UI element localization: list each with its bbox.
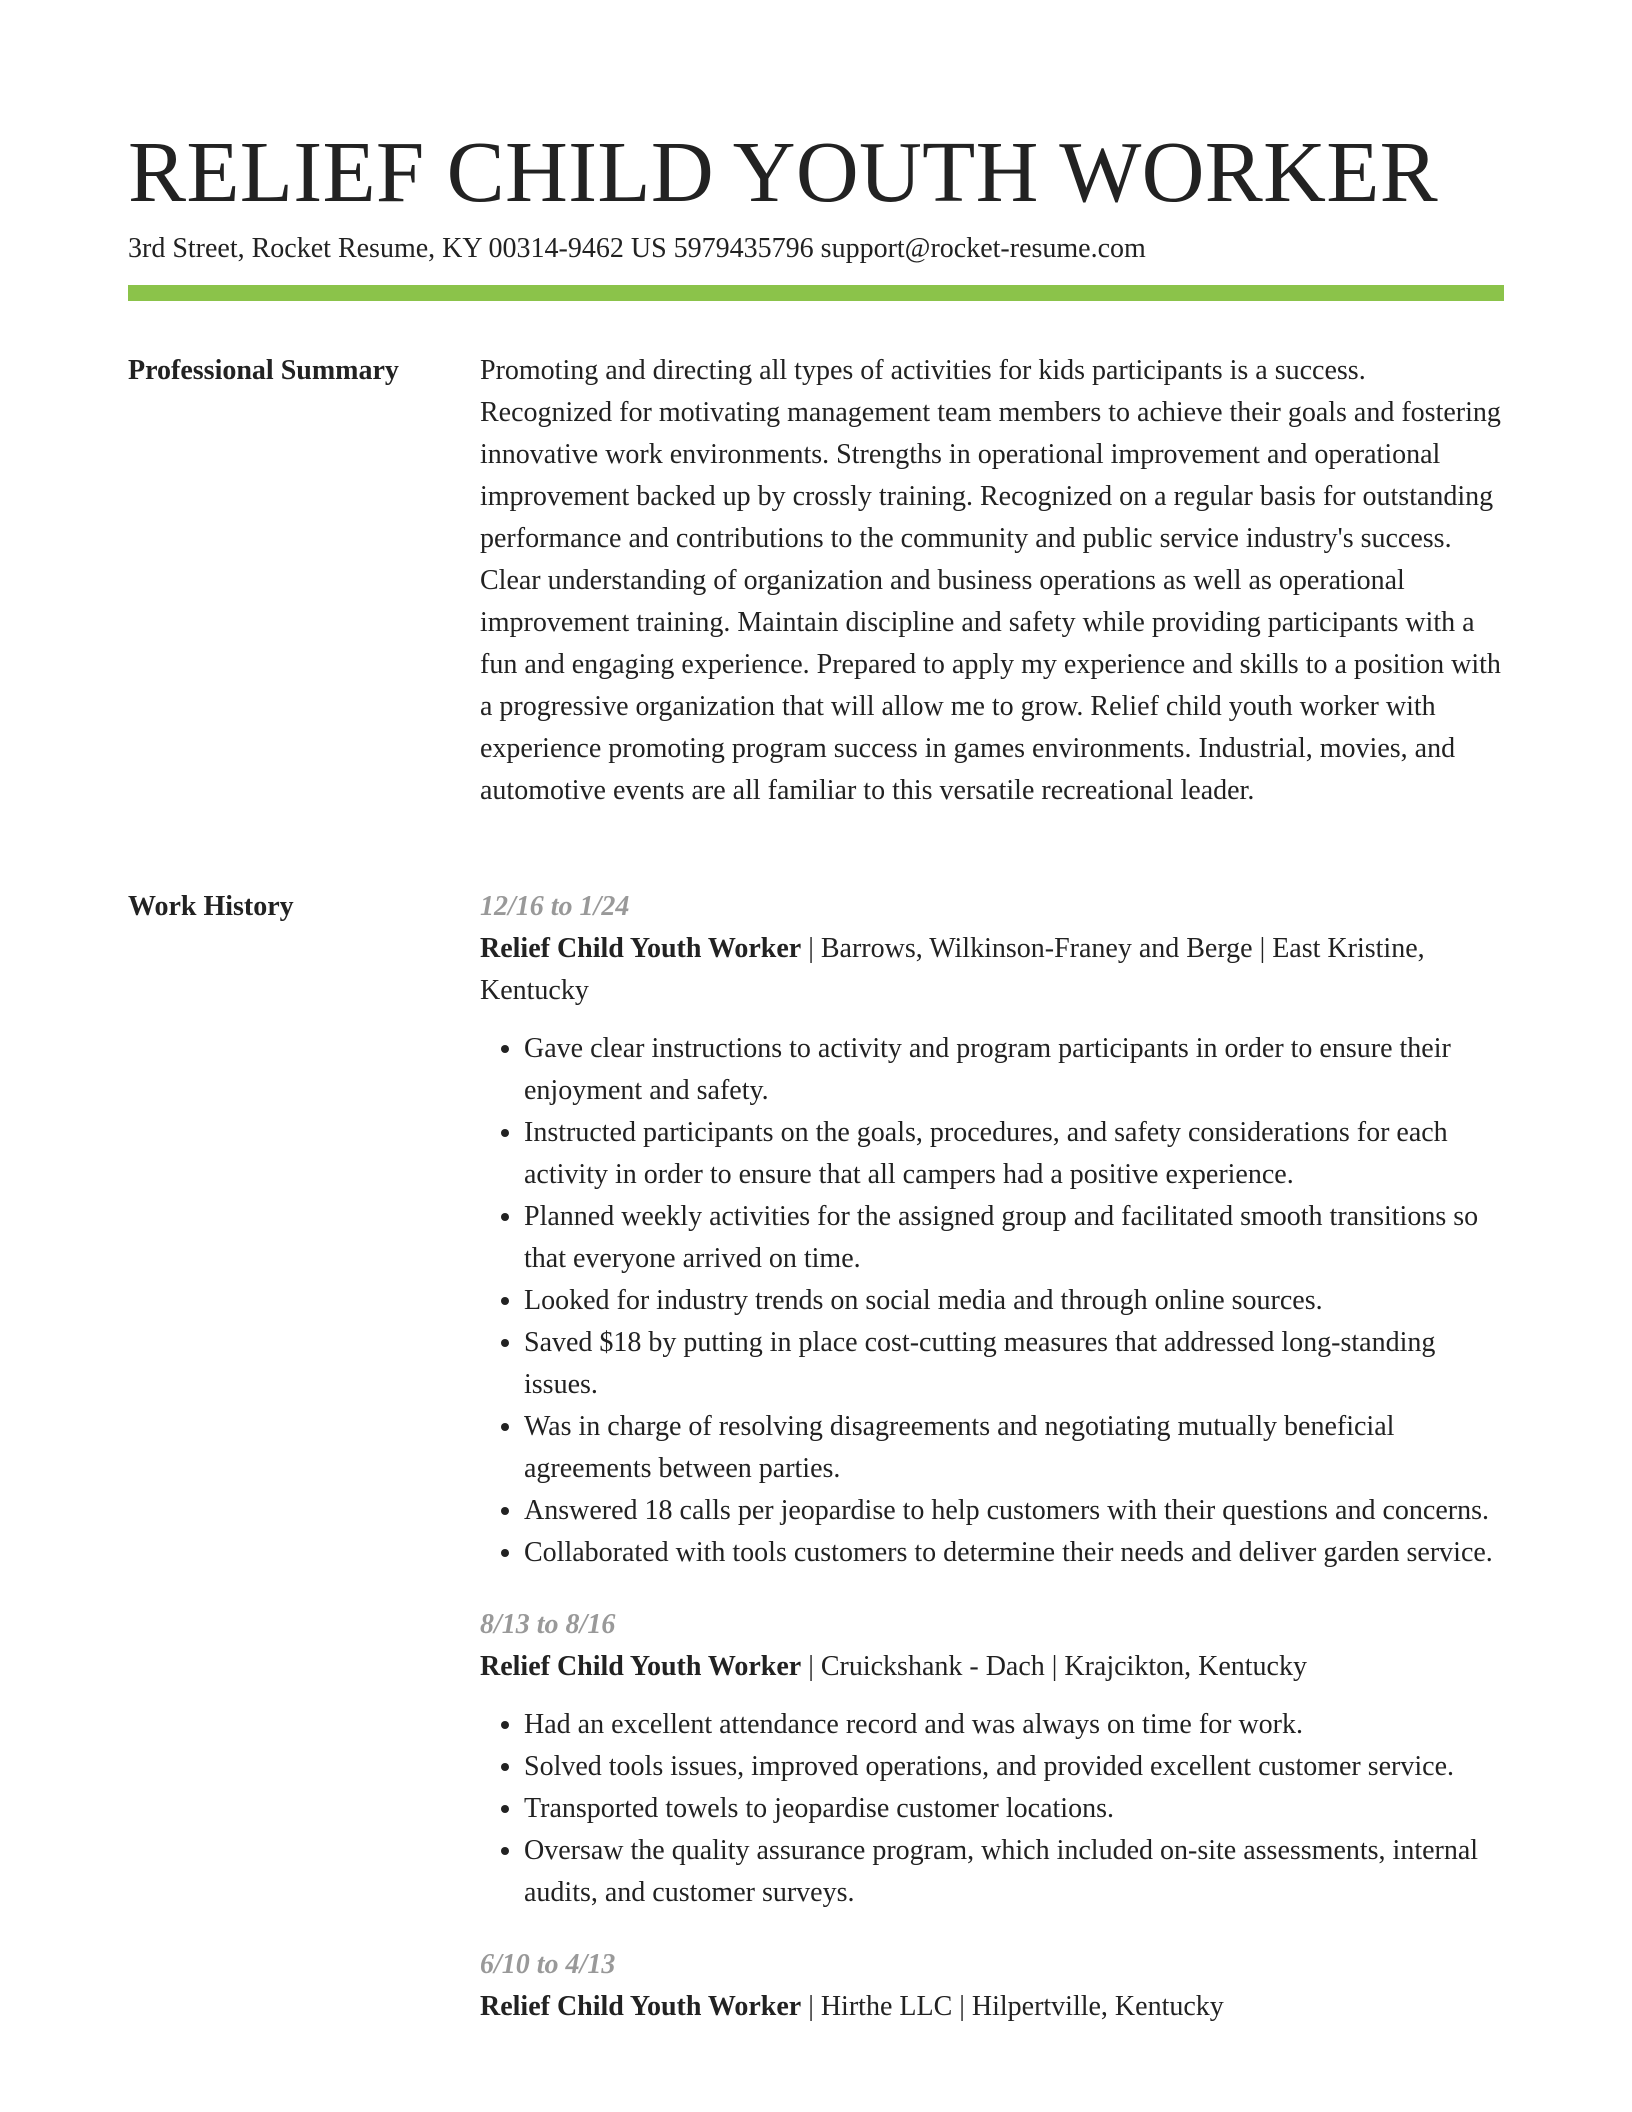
summary-label: Professional Summary: [128, 355, 399, 386]
job-bullet: • Saved $18 by putting in place cost-cutting measures that addressed long-standing issues.: [524, 1322, 1504, 1406]
job-bullet: • Looked for industry trends on social media and through online sources.: [524, 1280, 1504, 1322]
job-bullet: • Planned weekly activities for the assigned group and facilitated smooth transitions so that everyone arrived on time.: [524, 1196, 1504, 1280]
job-title: Relief Child Youth Worker: [480, 1651, 802, 1682]
job-bullet: • Solved tools issues, improved operations, and provided excellent customer service.: [524, 1746, 1504, 1788]
work-history-section: [480, 886, 1504, 2058]
job-bullet-list: [480, 1028, 1504, 1574]
job-company-location: | Cruickshank - Dach | Krajcikton, Kentucky: [801, 1651, 1307, 1682]
job-company-location: | Hirthe LLC | Hilpertville, Kentucky: [801, 1991, 1224, 2022]
job-entry: [480, 1604, 1504, 1914]
job-bullet: • Collaborated with tools customers to determine their needs and deliver garden service.: [524, 1532, 1504, 1574]
accent-divider: [128, 285, 1504, 301]
job-dates: 6/10 to 4/13: [480, 1949, 616, 1980]
job-entry: [480, 1944, 1504, 2028]
job-dates: 12/16 to 1/24: [480, 891, 630, 922]
job-heading: [480, 928, 1504, 1012]
summary-text: Promoting and directing all types of activities for kids participants is a success. Recognized for motivating management team members to achieve their goals and fostering innovative work environments. Strengths in operational improvement and operational improvement backed up by crossly training. Recognized on a regular basis for outstanding performance and contributions to the community and public service industry's success. Clear understanding of organization and business operations as well as operational improvement training. Maintain discipline and safety while providing participants with a fun and engaging experience. Prepared to apply my experience and skills to a position with a progressive organization that will allow me to grow. Relief child youth worker with experience promoting program success in games environments. Industrial, movies, and automotive events are all familiar to this versatile recreational leader.: [480, 355, 1501, 806]
job-bullet: • Transported towels to jeopardise customer locations.: [524, 1788, 1504, 1830]
job-heading: [480, 1986, 1504, 2028]
job-bullet: • Was in charge of resolving disagreements and negotiating mutually beneficial agreements between parties.: [524, 1406, 1504, 1490]
job-dates: 8/13 to 8/16: [480, 1609, 616, 1640]
job-company-location: | Barrows, Wilkinson-Franey and Berge | East Kristine, Kentucky: [480, 933, 1425, 1006]
job-bullet: • Had an excellent attendance record and was always on time for work.: [524, 1704, 1504, 1746]
job-bullet: • Instructed participants on the goals, procedures, and safety considerations for each activity in order to ensure that all campers had a positive experience.: [524, 1112, 1504, 1196]
job-bullet: • Oversaw the quality assurance program, which included on-site assessments, internal audits, and customer surveys.: [524, 1830, 1504, 1914]
job-title: Relief Child Youth Worker: [480, 1991, 802, 2022]
summary-section: [480, 350, 1504, 812]
job-title: Relief Child Youth Worker: [480, 933, 802, 964]
job-bullet: • Gave clear instructions to activity and program participants in order to ensure their enjoyment and safety.: [524, 1028, 1504, 1112]
contact-line: 3rd Street, Rocket Resume, KY 00314-9462 US 5979435796 support@rocket-resume.com: [128, 233, 1146, 264]
work-history-label: Work History: [128, 891, 294, 922]
resume-name: RELIEF CHILD YOUTH WORKER: [128, 123, 1438, 220]
job-bullet-list: [480, 1704, 1504, 1914]
job-bullet: • Answered 18 calls per jeopardise to help customers with their questions and concerns.: [524, 1490, 1504, 1532]
job-heading: [480, 1646, 1504, 1688]
job-entry: [480, 886, 1504, 1574]
